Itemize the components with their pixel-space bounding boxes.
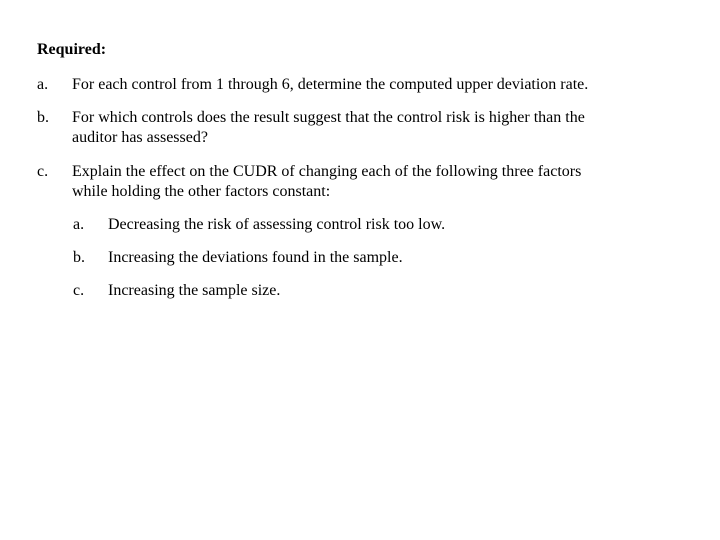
list-marker: b. bbox=[37, 109, 49, 126]
list-item-text-line: For which controls does the result suggest that the control risk is higher than the bbox=[72, 109, 585, 126]
sub-list-item-text: Increasing the deviations found in the sample. bbox=[108, 249, 403, 266]
list-marker: c. bbox=[37, 163, 49, 180]
list-item-text-line: For each control from 1 through 6, determine the computed upper deviation rate. bbox=[72, 76, 589, 93]
list-item-text-line: auditor has assessed? bbox=[72, 129, 208, 146]
list-item-text-line: while holding the other factors constant: bbox=[72, 183, 331, 200]
sub-list-marker: a. bbox=[73, 216, 85, 233]
sub-list-item-text: Increasing the sample size. bbox=[108, 282, 281, 299]
list-item-text-line: Explain the effect on the CUDR of changing each of the following three factors bbox=[72, 163, 582, 180]
required-heading: Required: bbox=[37, 41, 107, 58]
sub-list-item-text: Decreasing the risk of assessing control risk too low. bbox=[108, 216, 446, 233]
sub-list-marker: b. bbox=[73, 249, 85, 266]
sub-list-marker: c. bbox=[73, 282, 85, 299]
list-marker: a. bbox=[37, 76, 49, 93]
